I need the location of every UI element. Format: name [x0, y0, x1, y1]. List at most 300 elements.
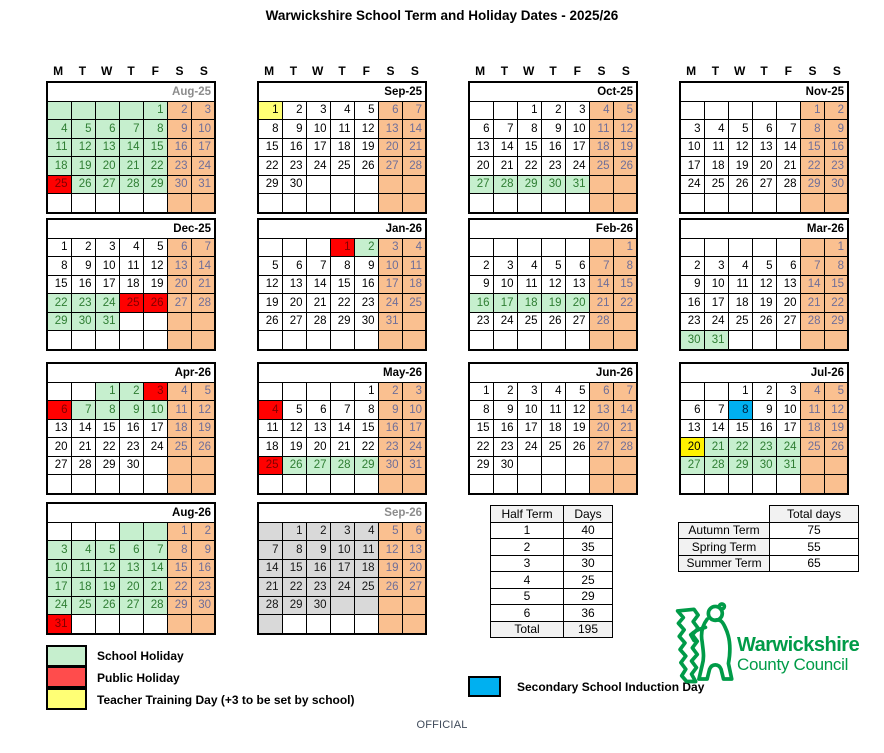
day-cell: 31 — [704, 331, 728, 350]
day-letter: S — [597, 64, 606, 78]
day-cell — [728, 194, 752, 213]
day-cell: 25 — [541, 438, 565, 457]
day-cell — [493, 238, 517, 257]
total-days-table — [678, 505, 859, 572]
day-cell: 3 — [776, 382, 800, 401]
month-header: Jul-26 — [680, 363, 848, 382]
table-header-cell: Total days — [770, 506, 859, 523]
day-cell: 9 — [191, 541, 215, 560]
day-cell: 12 — [565, 401, 589, 420]
month-table-sep-25 — [257, 81, 427, 214]
month-table-oct-25 — [468, 81, 638, 214]
day-cell — [493, 194, 517, 213]
day-letter-row — [46, 64, 216, 78]
day-cell: 19 — [378, 559, 402, 578]
day-letter: M — [53, 64, 64, 78]
day-cell: 4 — [167, 382, 191, 401]
day-cell: 6 — [306, 401, 330, 420]
day-cell — [378, 615, 402, 634]
day-cell — [517, 456, 541, 475]
day-cell: 3 — [704, 257, 728, 276]
day-cell: 13 — [776, 275, 800, 294]
day-cell: 6 — [589, 382, 613, 401]
day-cell — [613, 475, 637, 494]
day-cell: 4 — [402, 238, 426, 257]
day-cell — [469, 238, 493, 257]
day-cell: 5 — [824, 382, 848, 401]
day-cell: 9 — [469, 275, 493, 294]
month-apr-26 — [46, 362, 216, 495]
table-cell: 6 — [491, 605, 564, 622]
day-cell: 21 — [402, 138, 426, 157]
day-cell: 23 — [191, 578, 215, 597]
day-cell: 31 — [47, 615, 71, 634]
day-cell: 30 — [680, 331, 704, 350]
day-cell — [776, 238, 800, 257]
day-cell: 25 — [47, 175, 71, 194]
day-cell: 24 — [378, 294, 402, 313]
day-cell: 29 — [47, 312, 71, 331]
day-cell: 24 — [517, 438, 541, 457]
day-cell — [680, 382, 704, 401]
day-cell: 11 — [167, 401, 191, 420]
day-cell: 16 — [167, 138, 191, 157]
day-cell: 14 — [402, 120, 426, 139]
month-table-dec-25 — [46, 218, 216, 351]
day-cell: 1 — [800, 101, 824, 120]
day-cell: 12 — [143, 257, 167, 276]
day-cell: 29 — [282, 596, 306, 615]
day-cell: 1 — [824, 238, 848, 257]
day-cell — [728, 331, 752, 350]
day-cell — [589, 194, 613, 213]
day-cell: 3 — [330, 522, 354, 541]
day-cell: 3 — [493, 257, 517, 276]
day-cell — [402, 615, 426, 634]
day-cell: 18 — [402, 275, 426, 294]
legend-item-school-holiday — [46, 645, 355, 667]
day-cell: 20 — [95, 157, 119, 176]
day-cell: 12 — [378, 541, 402, 560]
table-cell: 36 — [564, 605, 613, 622]
day-cell: 11 — [47, 138, 71, 157]
day-cell: 26 — [752, 312, 776, 331]
day-letter: F — [362, 64, 370, 78]
day-cell: 22 — [95, 438, 119, 457]
day-cell: 15 — [824, 275, 848, 294]
day-cell — [306, 331, 330, 350]
day-cell: 22 — [824, 294, 848, 313]
induction-day-swatch — [468, 676, 501, 697]
day-cell: 11 — [704, 138, 728, 157]
day-cell — [47, 475, 71, 494]
day-cell — [143, 475, 167, 494]
day-cell: 15 — [354, 419, 378, 438]
day-cell — [71, 475, 95, 494]
day-cell — [613, 456, 637, 475]
day-cell: 30 — [167, 175, 191, 194]
day-cell: 29 — [728, 456, 752, 475]
day-cell: 16 — [541, 138, 565, 157]
day-cell: 25 — [589, 157, 613, 176]
day-cell: 11 — [517, 275, 541, 294]
day-cell: 9 — [282, 120, 306, 139]
day-cell: 5 — [354, 101, 378, 120]
day-cell: 3 — [143, 382, 167, 401]
day-cell: 28 — [402, 157, 426, 176]
day-cell: 6 — [95, 120, 119, 139]
day-cell — [143, 312, 167, 331]
day-cell: 21 — [119, 157, 143, 176]
day-cell: 26 — [613, 157, 637, 176]
day-cell: 5 — [258, 257, 282, 276]
day-cell: 14 — [704, 419, 728, 438]
day-cell: 27 — [378, 157, 402, 176]
day-cell: 8 — [469, 401, 493, 420]
day-cell — [469, 475, 493, 494]
day-cell: 7 — [776, 120, 800, 139]
day-cell: 6 — [378, 101, 402, 120]
day-cell: 25 — [71, 596, 95, 615]
day-cell: 28 — [776, 175, 800, 194]
month-aug-25 — [46, 64, 216, 214]
day-cell: 29 — [330, 312, 354, 331]
day-cell: 27 — [167, 294, 191, 313]
day-cell: 16 — [378, 419, 402, 438]
day-cell: 10 — [306, 120, 330, 139]
day-cell: 18 — [47, 157, 71, 176]
month-nov-25 — [679, 64, 849, 214]
day-cell: 23 — [541, 157, 565, 176]
day-cell: 14 — [191, 257, 215, 276]
day-cell — [704, 382, 728, 401]
table-cell: Total — [491, 621, 564, 638]
day-cell: 20 — [752, 157, 776, 176]
term-days-cell: 65 — [770, 555, 859, 572]
day-cell: 27 — [47, 456, 71, 475]
day-cell: 8 — [354, 401, 378, 420]
day-cell: 30 — [824, 175, 848, 194]
day-cell: 9 — [71, 257, 95, 276]
day-letter: T — [338, 64, 346, 78]
day-cell: 3 — [191, 101, 215, 120]
day-cell: 3 — [565, 101, 589, 120]
month-table-jun-26 — [468, 362, 638, 495]
day-letter: S — [808, 64, 817, 78]
day-cell: 25 — [728, 312, 752, 331]
day-cell: 1 — [282, 522, 306, 541]
day-cell: 22 — [143, 157, 167, 176]
day-cell — [95, 331, 119, 350]
day-cell — [378, 194, 402, 213]
day-cell — [258, 382, 282, 401]
day-cell: 13 — [47, 419, 71, 438]
day-cell: 25 — [119, 294, 143, 313]
day-cell — [680, 194, 704, 213]
day-cell: 13 — [119, 559, 143, 578]
day-cell: 20 — [378, 138, 402, 157]
day-cell: 14 — [143, 559, 167, 578]
day-cell: 11 — [800, 401, 824, 420]
day-cell: 24 — [330, 578, 354, 597]
day-cell — [167, 331, 191, 350]
day-cell — [191, 475, 215, 494]
day-cell: 14 — [589, 275, 613, 294]
day-cell: 5 — [613, 101, 637, 120]
day-cell: 12 — [728, 138, 752, 157]
day-cell: 21 — [493, 157, 517, 176]
day-cell: 2 — [167, 101, 191, 120]
day-cell: 24 — [306, 157, 330, 176]
day-cell: 19 — [541, 294, 565, 313]
day-cell: 4 — [541, 382, 565, 401]
day-cell — [306, 382, 330, 401]
month-header: Dec-25 — [47, 219, 215, 238]
day-cell — [541, 475, 565, 494]
day-cell: 29 — [167, 596, 191, 615]
table-cell: 1 — [491, 522, 564, 539]
month-table-may-26 — [257, 362, 427, 495]
calendar-row-1 — [46, 64, 849, 214]
day-cell: 19 — [95, 578, 119, 597]
month-aug-26 — [46, 502, 216, 635]
day-cell — [191, 615, 215, 634]
day-cell: 17 — [306, 138, 330, 157]
day-cell: 23 — [119, 438, 143, 457]
day-cell: 22 — [469, 438, 493, 457]
day-letter: F — [573, 64, 581, 78]
day-letter: T — [127, 64, 135, 78]
day-cell: 17 — [143, 419, 167, 438]
day-letter: W — [101, 64, 113, 78]
bear-and-ragged-staff-icon — [653, 597, 735, 693]
day-cell: 11 — [589, 120, 613, 139]
day-cell: 20 — [47, 438, 71, 457]
day-cell: 21 — [191, 275, 215, 294]
day-cell — [354, 194, 378, 213]
day-cell: 28 — [493, 175, 517, 194]
day-cell — [119, 331, 143, 350]
day-cell — [824, 331, 848, 350]
day-cell: 3 — [95, 238, 119, 257]
day-cell — [704, 101, 728, 120]
day-cell — [800, 331, 824, 350]
day-cell: 17 — [402, 419, 426, 438]
day-cell: 18 — [589, 138, 613, 157]
day-cell: 20 — [776, 294, 800, 313]
day-cell — [95, 194, 119, 213]
day-cell: 11 — [541, 401, 565, 420]
legend-label: Public Holiday — [97, 671, 180, 685]
day-cell — [143, 194, 167, 213]
day-cell: 19 — [258, 294, 282, 313]
day-cell: 10 — [191, 120, 215, 139]
day-cell — [258, 194, 282, 213]
day-cell: 16 — [71, 275, 95, 294]
day-cell: 20 — [402, 559, 426, 578]
day-cell: 10 — [776, 401, 800, 420]
day-cell: 15 — [469, 419, 493, 438]
day-cell: 26 — [565, 438, 589, 457]
day-cell: 4 — [728, 257, 752, 276]
day-cell: 6 — [776, 257, 800, 276]
day-cell — [143, 615, 167, 634]
day-cell: 15 — [613, 275, 637, 294]
day-cell — [354, 475, 378, 494]
day-cell: 18 — [354, 559, 378, 578]
day-cell: 5 — [143, 238, 167, 257]
day-cell — [71, 615, 95, 634]
day-cell: 26 — [71, 175, 95, 194]
warwickshire-county-council-logo — [653, 597, 859, 693]
day-cell: 16 — [493, 419, 517, 438]
day-cell: 10 — [565, 120, 589, 139]
month-sep-25 — [257, 64, 427, 214]
day-cell: 14 — [776, 138, 800, 157]
day-cell — [402, 175, 426, 194]
day-cell: 23 — [167, 157, 191, 176]
day-cell: 21 — [306, 294, 330, 313]
day-cell — [402, 475, 426, 494]
day-cell — [613, 312, 637, 331]
day-cell: 13 — [565, 275, 589, 294]
day-letter: T — [760, 64, 768, 78]
day-cell — [354, 331, 378, 350]
day-cell — [167, 615, 191, 634]
table-cell: 195 — [564, 621, 613, 638]
day-cell — [71, 331, 95, 350]
day-cell: 3 — [47, 541, 71, 560]
day-cell: 28 — [119, 175, 143, 194]
day-cell: 10 — [330, 541, 354, 560]
day-cell: 12 — [71, 138, 95, 157]
day-cell: 26 — [95, 596, 119, 615]
day-cell: 3 — [306, 101, 330, 120]
day-cell — [167, 456, 191, 475]
day-cell — [191, 331, 215, 350]
day-cell — [354, 615, 378, 634]
day-cell: 27 — [119, 596, 143, 615]
day-cell: 2 — [71, 238, 95, 257]
month-table-aug-25 — [46, 81, 216, 214]
day-cell: 2 — [354, 238, 378, 257]
day-cell: 30 — [282, 175, 306, 194]
day-cell: 6 — [469, 120, 493, 139]
day-cell: 22 — [354, 438, 378, 457]
table-cell: 29 — [564, 588, 613, 605]
table-cell: 4 — [491, 572, 564, 589]
day-cell: 18 — [541, 419, 565, 438]
day-cell: 2 — [541, 101, 565, 120]
day-cell — [330, 331, 354, 350]
day-cell — [47, 101, 71, 120]
day-letter: M — [686, 64, 697, 78]
day-letter: T — [711, 64, 720, 78]
legend-item-teacher-training — [46, 689, 355, 711]
month-header: Apr-26 — [47, 363, 215, 382]
day-cell: 23 — [378, 438, 402, 457]
day-cell — [589, 456, 613, 475]
day-cell: 24 — [143, 438, 167, 457]
day-cell — [402, 312, 426, 331]
day-cell — [517, 238, 541, 257]
day-cell — [565, 238, 589, 257]
day-cell: 5 — [191, 382, 215, 401]
day-cell: 2 — [378, 382, 402, 401]
day-cell: 13 — [95, 138, 119, 157]
day-cell: 12 — [613, 120, 637, 139]
day-cell: 8 — [95, 401, 119, 420]
day-cell: 7 — [143, 541, 167, 560]
table-cell: 25 — [564, 572, 613, 589]
day-cell: 24 — [680, 175, 704, 194]
day-cell — [613, 331, 637, 350]
day-cell: 16 — [191, 559, 215, 578]
day-cell: 17 — [378, 275, 402, 294]
day-cell: 8 — [824, 257, 848, 276]
day-cell — [800, 475, 824, 494]
day-cell — [306, 175, 330, 194]
day-cell: 1 — [258, 101, 282, 120]
day-cell — [191, 312, 215, 331]
day-cell: 21 — [613, 419, 637, 438]
day-cell: 24 — [402, 438, 426, 457]
day-cell — [728, 238, 752, 257]
day-cell — [469, 331, 493, 350]
term-days-cell: 55 — [770, 539, 859, 556]
table-cell: Half Term — [491, 506, 564, 523]
day-cell: 15 — [167, 559, 191, 578]
day-cell: 31 — [378, 312, 402, 331]
day-cell: 8 — [167, 541, 191, 560]
day-cell — [378, 331, 402, 350]
day-letter: T — [500, 64, 509, 78]
day-letter-row — [468, 64, 638, 78]
day-cell: 5 — [378, 522, 402, 541]
day-cell: 15 — [800, 138, 824, 157]
day-cell: 10 — [378, 257, 402, 276]
month-table-feb-26 — [468, 218, 638, 351]
day-cell — [680, 475, 704, 494]
day-cell: 21 — [143, 578, 167, 597]
day-cell: 27 — [402, 578, 426, 597]
legend-item-public-holiday — [46, 667, 355, 689]
day-cell: 5 — [282, 401, 306, 420]
logo-line-1: Warwickshire — [737, 633, 860, 656]
day-cell: 3 — [680, 120, 704, 139]
day-cell — [47, 522, 71, 541]
month-header: May-26 — [258, 363, 426, 382]
day-cell: 7 — [191, 238, 215, 257]
day-cell — [95, 522, 119, 541]
day-cell — [95, 615, 119, 634]
day-cell: 18 — [800, 419, 824, 438]
day-letter: M — [475, 64, 486, 78]
month-header: Jun-26 — [469, 363, 637, 382]
day-cell — [119, 312, 143, 331]
day-cell — [565, 456, 589, 475]
month-header: Aug-26 — [47, 503, 215, 522]
day-cell: 9 — [680, 275, 704, 294]
day-cell: 28 — [71, 456, 95, 475]
table-cell: 35 — [564, 539, 613, 556]
day-cell: 24 — [565, 157, 589, 176]
day-cell — [589, 238, 613, 257]
day-cell: 10 — [95, 257, 119, 276]
month-feb-26 — [468, 218, 638, 351]
day-cell — [589, 331, 613, 350]
day-cell: 10 — [402, 401, 426, 420]
